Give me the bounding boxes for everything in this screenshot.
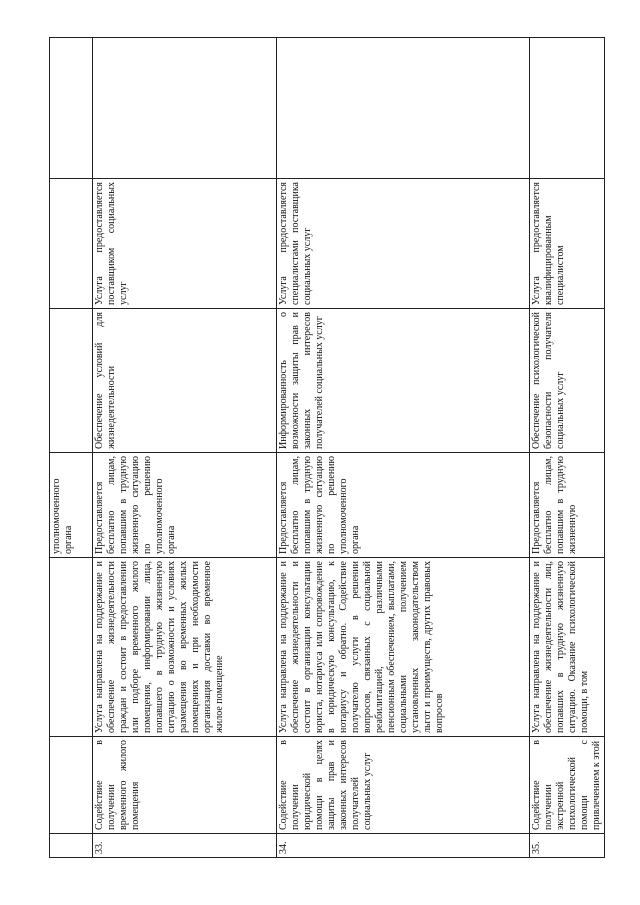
service-quality: Обеспечение психологической безопасности получателя социальных услуг [530, 309, 605, 453]
row-number: 35. [530, 834, 605, 858]
service-name: Содействие в получении юридической помощи в целях защиты прав и законных интересов получателей социальных услуг [277, 737, 530, 834]
service-description: Услуга направлена на поддержание и обеспечение жизнедеятельности и состоит в организации консультации юриста, нотариуса или сопровождение в юридическую консультацию, к нотариусу и обратно. Содействие получателю услуги в решении вопросов, связанных с социальной реабилитацией, различными пенсионным обеспечением, выплатами, социальными получением установленных законодательством льгот и преимуществ, других правовых вопросов [277, 558, 530, 737]
service-conditions: Предоставляется бесплатно лицам, попавшим в трудную жизненную ситуацию по решению уполномоченного органа [93, 453, 277, 558]
service-name: Содействие в получении экстренной психологической помощи с привлечением к этой [530, 737, 605, 834]
service-provider: Услуга предоставляется поставщиком социальных услуг [93, 179, 277, 309]
empty-cell [277, 38, 530, 179]
carry-provider-cell [50, 179, 93, 309]
row-number: 34. [277, 834, 530, 858]
social-services-table [49, 37, 605, 858]
table-row [93, 38, 277, 858]
service-provider: Услуга предоставляется специалистами поставщика социальных услуг [277, 179, 530, 309]
service-provider: Услуга предоставляется квалифицированным специалистом [530, 179, 605, 309]
service-quality: Обеспечение условий для жизнедеятельности [93, 309, 277, 453]
carry-name-cell [50, 737, 93, 834]
carry-description-cell [50, 558, 93, 737]
service-conditions: Предоставляется бесплатно лицам, попавшим в трудную жизненную ситуацию по решению уполномоченного органа [277, 453, 530, 558]
service-description: Услуга направлена на поддержание и обеспечение жизнедеятельности граждан и состоит в предоставлении или подборе временного жилого помещения, информировании лица, попавшего в трудную жизненную ситуацию о возможности и условиях размещения во временных жилых помещениях и при необходимости организация доставки во временное жилое помещение [93, 558, 277, 737]
empty-cell [93, 38, 277, 179]
service-name: Содействие в получении временного жилого помещения [93, 737, 277, 834]
service-quality: Информированность о возможности защиты прав и законных интересов получателей социальных услуг [277, 309, 530, 453]
carry-extra-cell [50, 38, 93, 179]
table-row [530, 38, 605, 858]
carry-num-cell [50, 834, 93, 858]
row-number: 33. [93, 834, 277, 858]
table-row-carry-over [50, 38, 93, 858]
service-conditions: Предоставляется бесплатно лицам, попавшим в трудную жизненную [530, 453, 605, 558]
carry-conditions-cell: уполномоченного органа [50, 453, 93, 558]
empty-cell [530, 38, 605, 179]
service-description: Услуга направлена на поддержание и обеспечение жизнедеятельности лиц, попавших в трудную жизненную ситуацию. Оказание психологической помощи, в том [530, 558, 605, 737]
table-row [277, 38, 530, 858]
carry-quality-cell [50, 309, 93, 453]
rotated-document-page [49, 38, 614, 858]
